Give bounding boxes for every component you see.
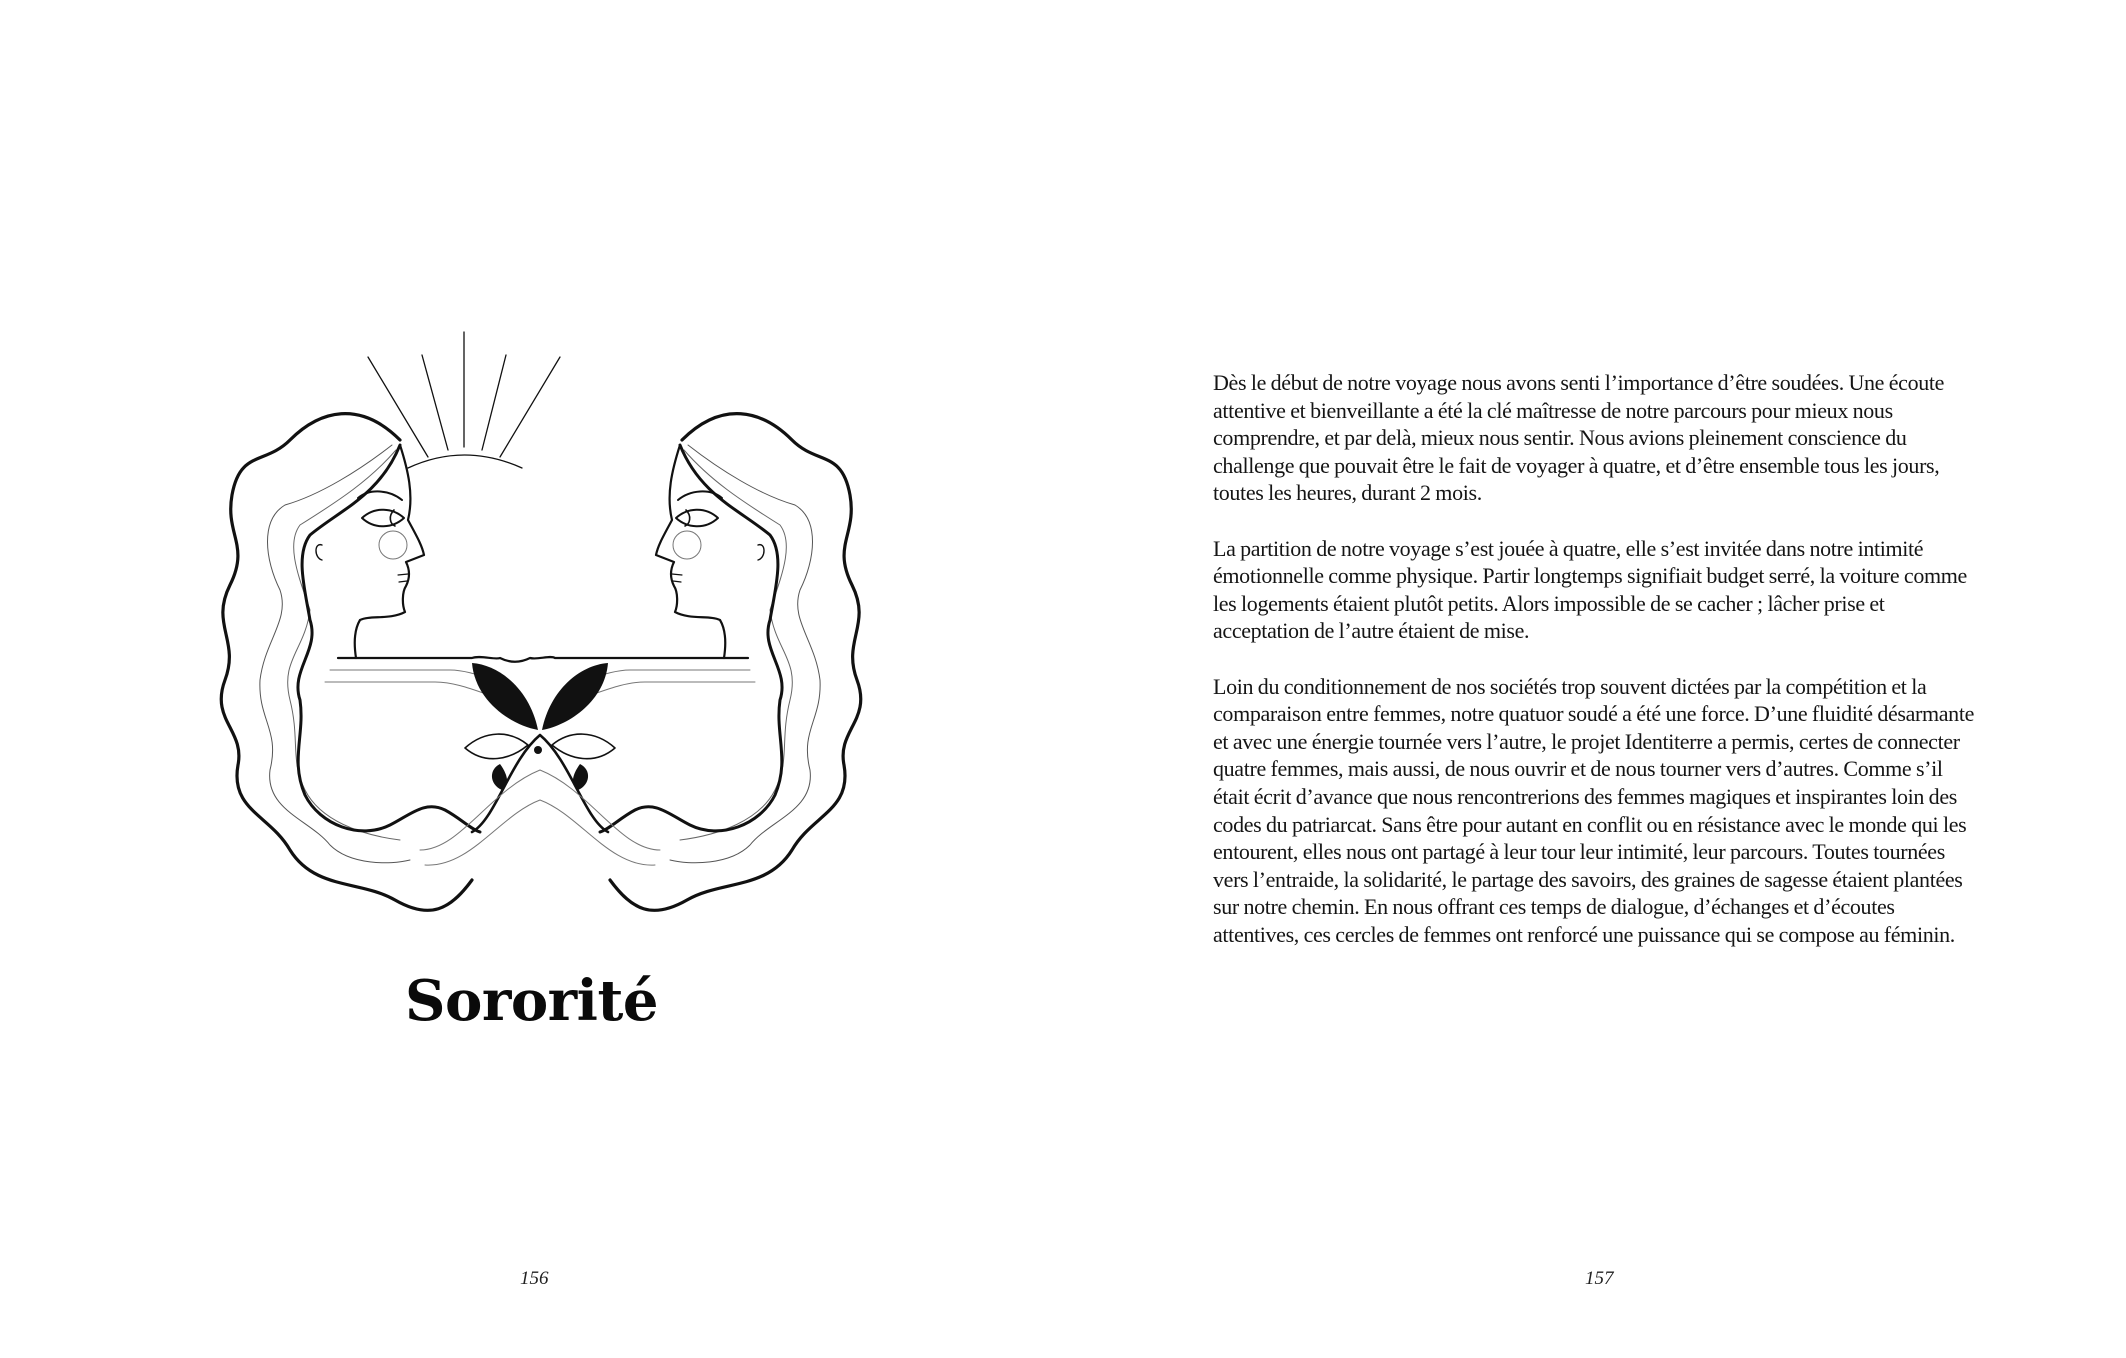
chapter-title: Sororité	[405, 968, 658, 1034]
sun-icon	[408, 455, 522, 468]
right-page	[1063, 0, 2126, 1358]
body-text	[1213, 369, 1983, 976]
paragraph-1: Dès le début de notre voyage nous avons senti l’importance d’être soudées. Une écoute attentive et bienveillante a été la clé maîtresse de notre parcours pour mieux nous comprendre, et par delà, mieux nous sentir. Nous avions pleinement conscience du challenge que pouvait être le fait de voyager à quatre, et d’être ensemble tous les jours, toutes les heures, durant 2 mois.	[1213, 370, 1945, 506]
page-number-right: 157	[1585, 1268, 1614, 1289]
butterfly-icon	[472, 663, 538, 730]
sisterhood-illustration-icon	[210, 320, 870, 940]
paragraph-3: Loin du conditionnement de nos sociétés trop souvent dictées par la compétition et la comparaison entre femmes, notre quatuor soudé a été une force. D’une fluidité désarmante et avec une énergie tournée vers l’autre, le projet Identiterre a permis, certes de connecter quatre femmes, mais aussi, de nous ouvrir et de nous tourner vers d’autres. Comme s’il était écrit d’avance que nous rencontrerions des femmes magiques et inspirantes loin des codes du patriarcat. Sans être pour autant en conflit ou en résistance avec le monde qui les entourent, elles nous ont partagé à leur tour leur intimité, leur parcours. Toutes tournées vers l’entraide, la solidarité, le partage des savoirs, des graines de sagesse étaient plantées sur notre chemin. En nous offrant ces temps de dialogue, d’échanges et d’écoutes attentives, ces cercles de femmes ont renforcé une puissance qui se compose au féminin.	[1213, 673, 1974, 947]
page-number-left: 156	[520, 1268, 549, 1289]
paragraph-2: La partition de notre voyage s’est jouée à quatre, elle s’est invitée dans notre intimité émotionnelle comme physique. Partir longtemps signifiait budget serré, la voiture comme les logements étaient plutôt petits. Alors impossible de se cacher ; lâcher prise et acceptation de l’autre étaient de mise.	[1213, 535, 1967, 644]
